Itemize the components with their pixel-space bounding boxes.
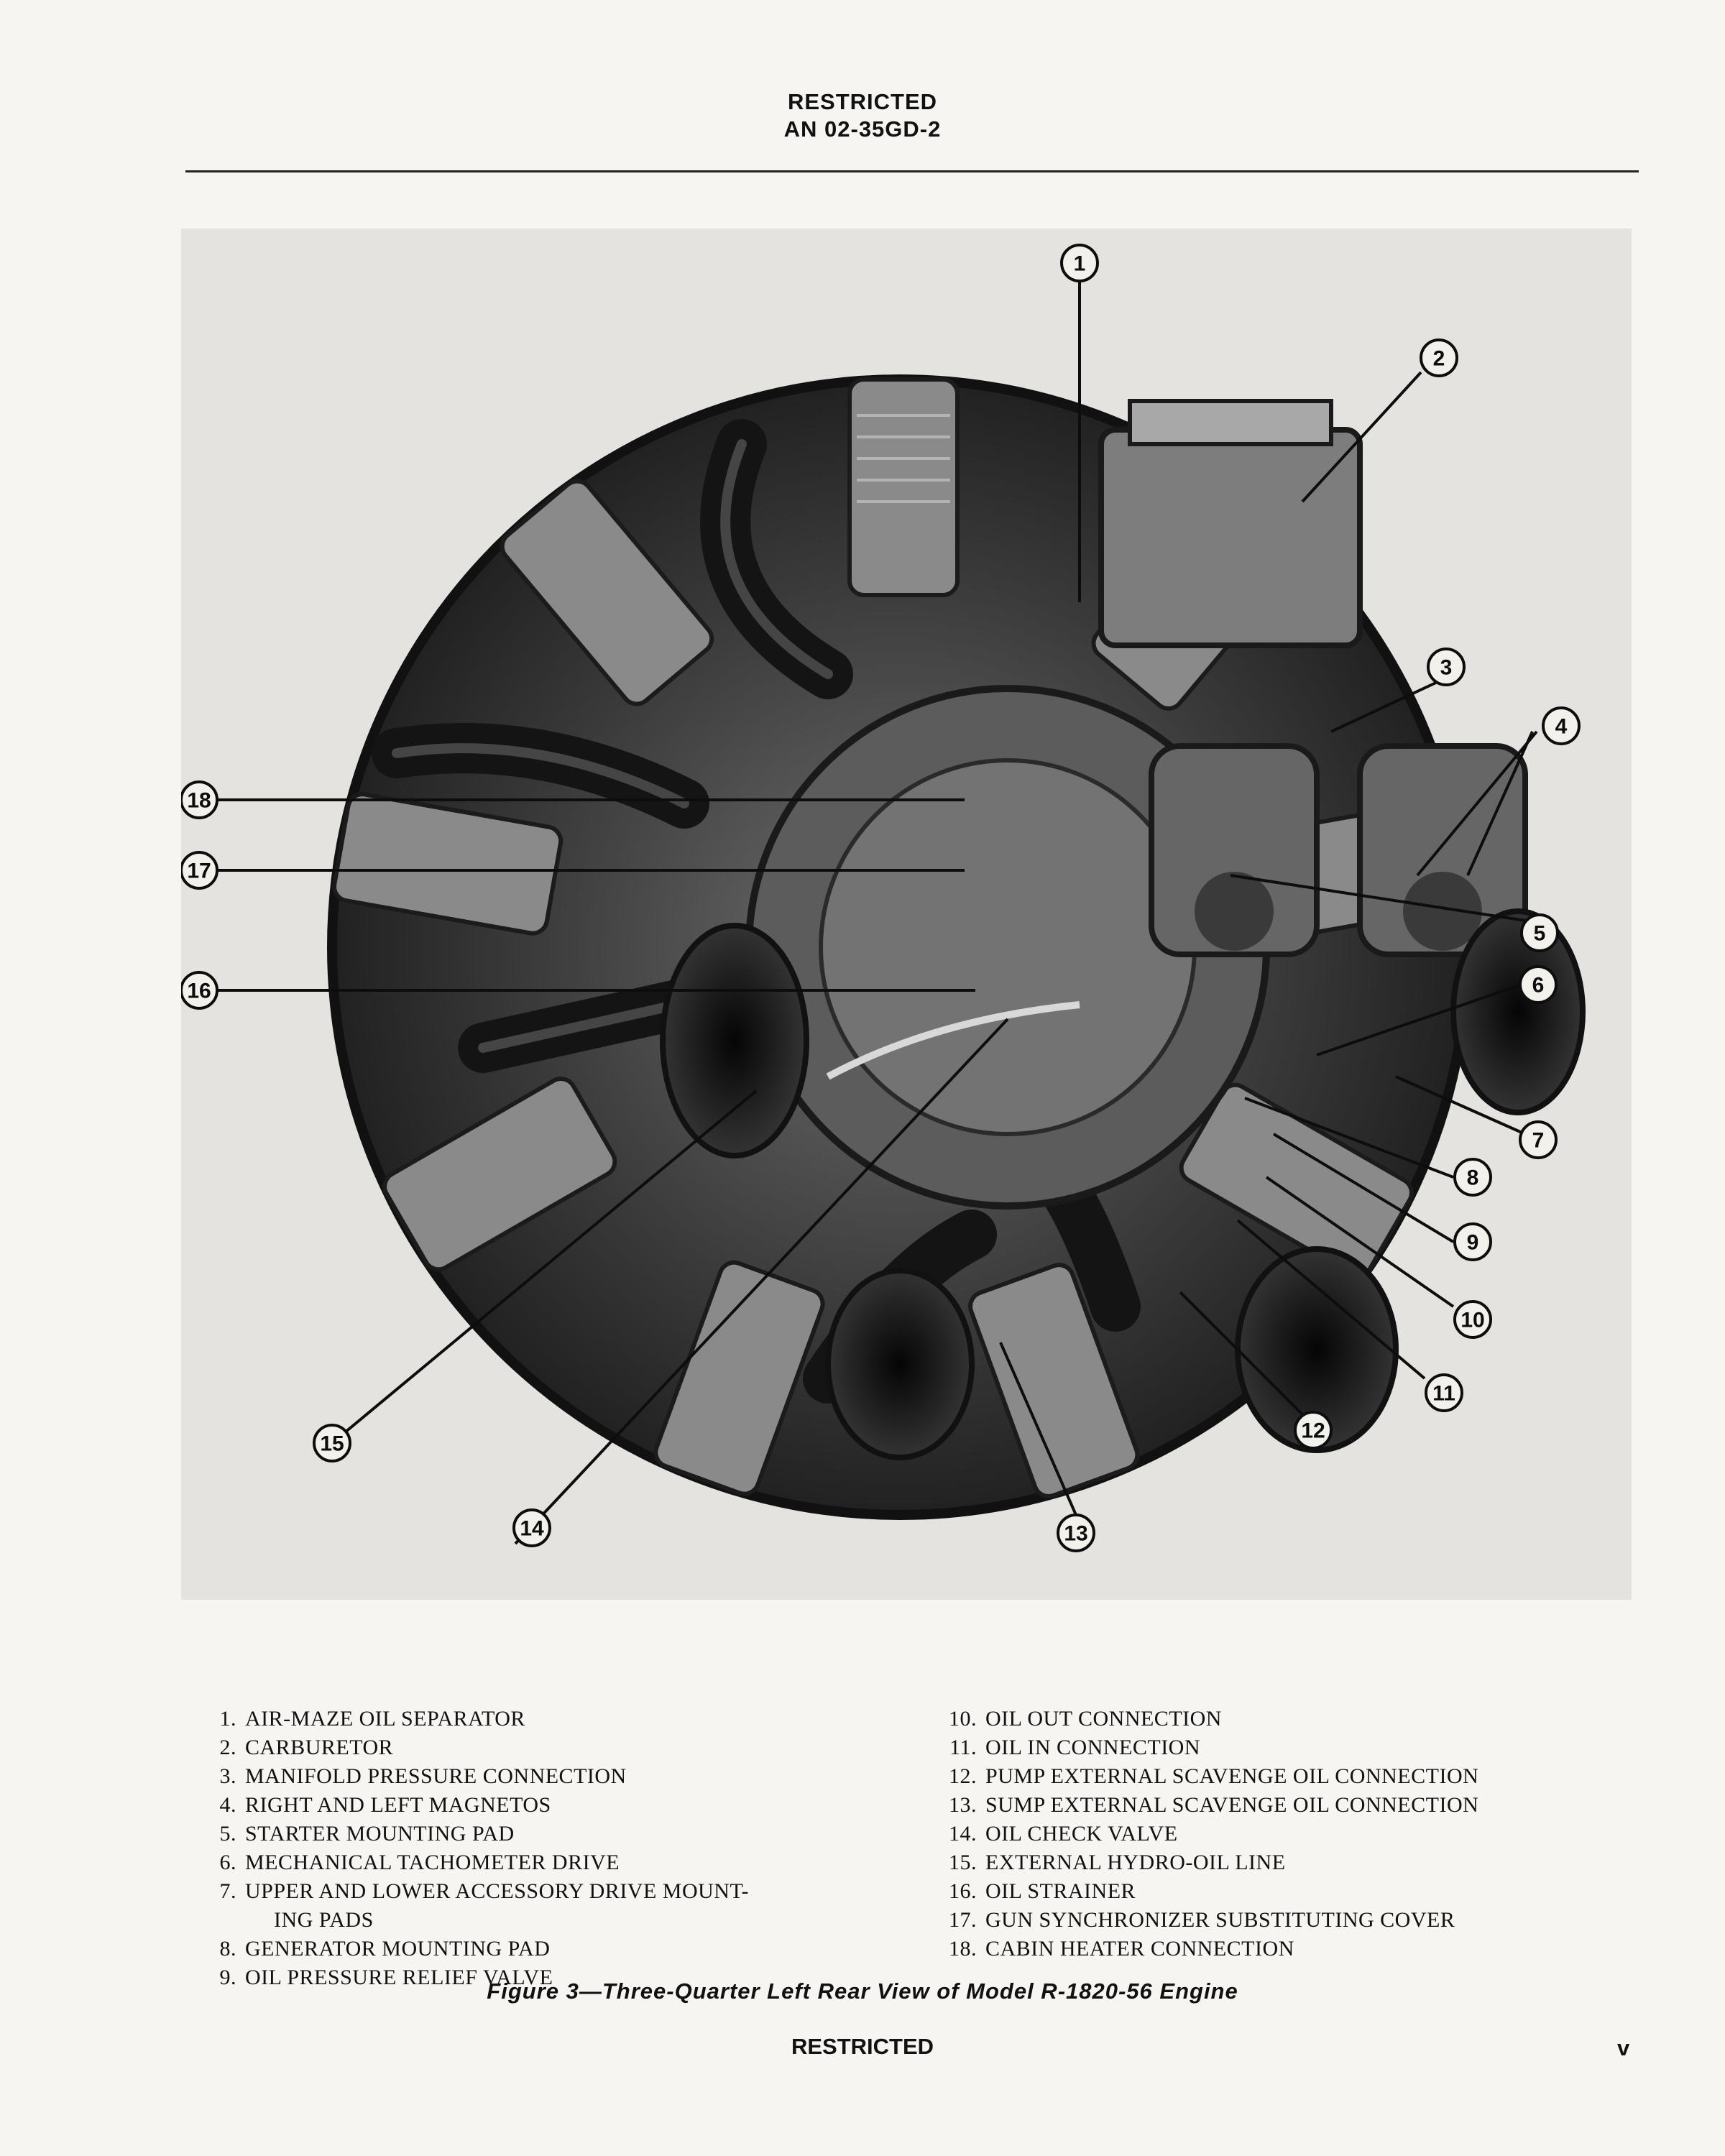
- callout-12: 12: [1301, 1419, 1325, 1443]
- legend-right-column: [944, 1705, 1648, 1963]
- header-document-number: AN 02-35GD-2: [783, 116, 942, 142]
- callout-6: 6: [1532, 973, 1545, 998]
- callout-3: 3: [1440, 655, 1453, 680]
- legend-item: 4. RIGHT AND LEFT MAGNETOS: [219, 1793, 551, 1817]
- legend-item: 3. MANIFOLD PRESSURE CONNECTION: [219, 1764, 627, 1788]
- callout-2: 2: [1432, 346, 1445, 371]
- legend-item: 14. OIL CHECK VALVE: [949, 1822, 1178, 1846]
- callout-11: 11: [1432, 1381, 1455, 1406]
- callout-8: 8: [1466, 1166, 1479, 1190]
- callout-5: 5: [1533, 921, 1546, 946]
- callout-10: 10: [1460, 1308, 1485, 1332]
- legend-item: 2. CARBURETOR: [219, 1736, 394, 1759]
- callout-18: 18: [187, 788, 211, 813]
- callout-13: 13: [1064, 1521, 1088, 1546]
- legend-item: 17. GUN SYNCHRONIZER SUBSTITUTING COVER: [949, 1908, 1455, 1932]
- engine-illustration: [181, 229, 1632, 1600]
- footer-classification: RESTRICTED: [791, 2034, 934, 2059]
- figure-caption: Figure 3—Three-Quarter Left Rear View of Model R-1820-56 Engine: [487, 1978, 1238, 2004]
- engine-photograph: [181, 229, 1632, 1600]
- legend-item: 9. OIL PRESSURE RELIEF VALVE: [219, 1966, 553, 1989]
- callout-9: 9: [1466, 1230, 1479, 1255]
- legend-item: 1. AIR-MAZE OIL SEPARATOR: [219, 1707, 525, 1731]
- legend-item: 11. OIL IN CONNECTION: [949, 1736, 1201, 1759]
- callout-17: 17: [187, 859, 211, 883]
- legend-item-continuation: ING PADS: [274, 1908, 374, 1932]
- callout-16: 16: [187, 979, 211, 1003]
- legend-item: 6. MECHANICAL TACHOMETER DRIVE: [219, 1851, 620, 1874]
- header-rule: [185, 170, 1639, 172]
- legend-item: 10. OIL OUT CONNECTION: [949, 1707, 1222, 1731]
- legend-item: 7. UPPER AND LOWER ACCESSORY DRIVE MOUNT-: [219, 1879, 750, 1903]
- legend-item: 12. PUMP EXTERNAL SCAVENGE OIL CONNECTION: [949, 1764, 1479, 1788]
- header-classification: RESTRICTED: [787, 89, 938, 114]
- legend-item: 8. GENERATOR MOUNTING PAD: [219, 1937, 551, 1961]
- legend-item: 13. SUMP EXTERNAL SCAVENGE OIL CONNECTION: [949, 1793, 1479, 1817]
- callout-1: 1: [1073, 252, 1086, 276]
- legend-item: 16. OIL STRAINER: [949, 1879, 1136, 1903]
- legend-item: 18. CABIN HEATER CONNECTION: [949, 1937, 1294, 1961]
- legend-item: 15. EXTERNAL HYDRO-OIL LINE: [949, 1851, 1286, 1874]
- legend-item: 5. STARTER MOUNTING PAD: [219, 1822, 515, 1846]
- callout-14: 14: [520, 1516, 544, 1541]
- callout-7: 7: [1532, 1128, 1545, 1153]
- callout-15: 15: [320, 1432, 344, 1456]
- page-number: v: [1617, 2035, 1630, 2060]
- legend-left-column: [203, 1705, 908, 1992]
- callout-4: 4: [1555, 714, 1568, 739]
